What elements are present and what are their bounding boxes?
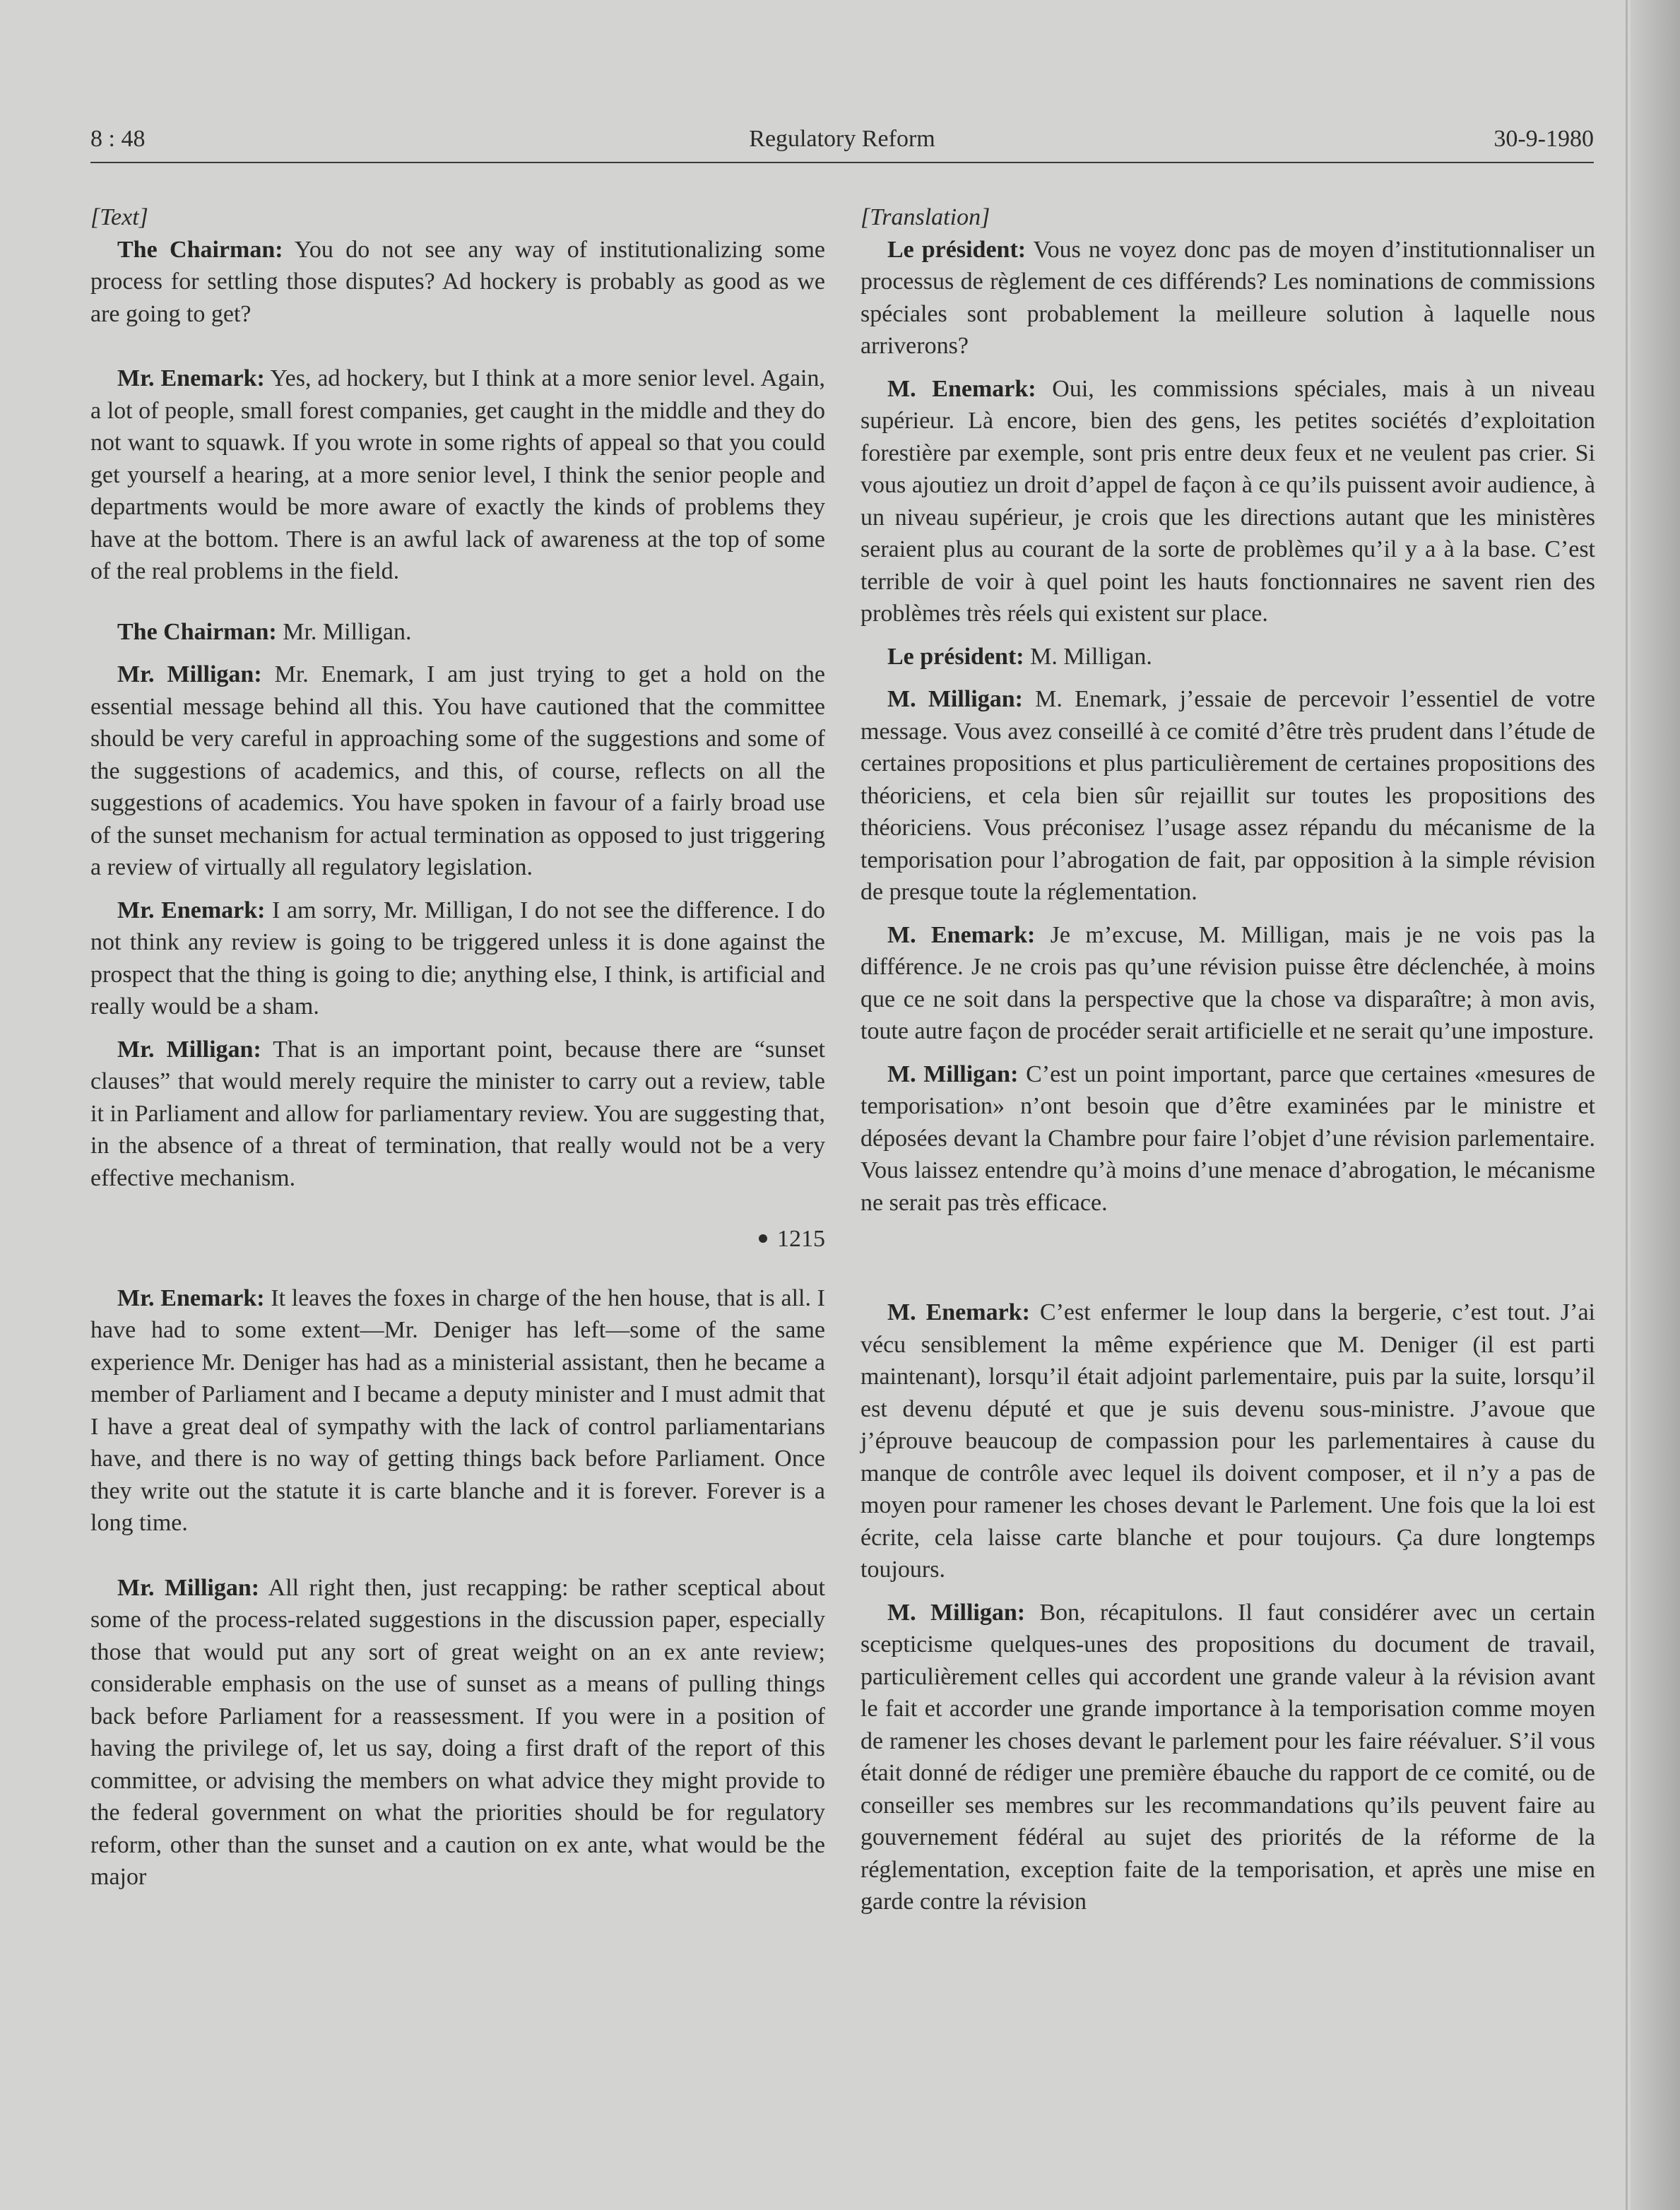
translation-label: [Translation]	[860, 204, 990, 230]
paragraph: M. Enemark: Oui, les commissions spéciales, mais à un niveau supérieur. Là encore, bien des gens, les petites sociétés d’exploitation forestière par exemple, sont pris entre deux feux et ne veulent pas crier. Si vous ajoutiez un droit d’appel de façon à ce qu’ils puissent avoir audience, à un niveau supérieur, je crois que les directions autant que les ministères seraient plus au courant de la sorte de problèmes qu’il y a à la base. C’est terrible de voir à quel point les hauts fonctionnaires ne savent rien des problèmes très réels qui existent sur place.	[860, 375, 1595, 627]
page-number: 8 : 48	[90, 126, 146, 152]
page-edge-shadow	[1631, 0, 1680, 2210]
paragraph: Mr. Milligan: All right then, just recapping: be rather sceptical about some of the process-related suggestions in the discussion paper, especially those that would put any sort of great weight on an ex ante review; considerable emphasis on the use of sunset as a means of pulling things back before Parliament for a reassessment. If you were in a position of having the privilege of, let us say, doing a first draft of the report of this committee, or advising the members on what advice they might provide to the federal government on what the priorities should be for regulatory reform, other than the sunset and a caution on ex ante, what would be the major	[90, 1574, 825, 1890]
bullet-icon	[759, 1234, 767, 1243]
paragraph: Le président: Vous ne voyez donc pas de moyen d’institutionnaliser un processus de règlement de ces différends? Les nominations de commissions spéciales sont probablement la meilleure solution à laquelle nous arriverons?	[860, 236, 1595, 359]
header-rule	[90, 162, 1594, 163]
paragraph: Mr. Milligan: Mr. Enemark, I am just trying to get a hold on the essential message behind all this. You have cautioned that the committee should be very careful in approaching some of the suggestions and some of the suggestions of academics, and this, of course, reflects on all the suggestions of academics. You have spoken in favour of a fairly broad use of the sunset mechanism for actual termination as opposed to just triggering a review of virtually all regulatory legislation.	[90, 661, 826, 880]
paragraph: The Chairman: Mr. Milligan.	[117, 618, 412, 645]
text-label: [Text]	[90, 204, 148, 230]
time-marker: 1215	[90, 1223, 825, 1255]
french-column	[860, 201, 1595, 1918]
paragraph: M. Milligan: C’est un point important, parce que certaines «mesures de temporisation» n’ont besoin que d’être examinées par le ministre et déposées devant la Chambre pour faire l’objet d’une révision parlementaire. Vous laissez entendre qu’à moins d’une menace d’abrogation, le mécanisme ne serait pas très efficace.	[860, 1060, 1596, 1216]
english-column	[90, 201, 825, 1893]
paragraph: Mr. Enemark: It leaves the foxes in charge of the hen house, that is all. I have had to some extent—Mr. Deniger has left—some of the same experience Mr. Deniger has had as a ministerial assistant, then he became a member of Parliament and I became a deputy minister and I must admit that I have a great deal of sympathy with the lack of control parliamentarians have, and there is no way of getting things back before Parliament. Once they write out the statute it is carte blanche and it is forever. Forever is a long time.	[90, 1284, 825, 1536]
paragraph: M. Milligan: Bon, récapitulons. Il faut considérer avec un certain scepticisme quelques-unes des propositions du document de travail, particulièrement celles qui accordent une grande valeur à la révision avant le fait et accorder une grande importance à la temporisation comme moyen de ramener les choses devant le parlement pour les faire réévaluer. S’il vous était donné de rédiger une première ébauche du rapport de ce comité, ou de conseiller ses membres sur les recommandations qu’ils peuvent faire au gouvernement fédéral au sujet des priorités de la réforme de la réglementation, exception faite de la temporisation, et après une mise en garde contre la révision	[860, 1599, 1596, 1915]
page-edge-line	[1626, 0, 1628, 2210]
paragraph: M. Milligan: M. Enemark, j’essaie de percevoir l’essentiel de votre message. Vous avez conseillé à ce comité d’être très prudent dans l’étude de certaines propositions et plus particulièrement de certaines propositions des théoriciens, et cela bien sûr rejaillit sur toutes les propositions des théoriciens. Vous préconisez l’usage assez répandu du mécanisme de la temporisation pour l’abrogation de fait, par opposition à la simple révision de presque toute la réglementation.	[860, 686, 1595, 905]
paragraph: M. Enemark: C’est enfermer le loup dans la bergerie, c’est tout. J’ai vécu sensiblement la même expérience que M. Deniger (il est parti maintenant), lorsqu’il était adjoint parlementaire, puis par la suite, lorsqu’il est devenu député et que je suis devenu sous-ministre. J’avoue que j’éprouve beaucoup de compassion pour les parlementaires à cause du manque de contrôle avec lequel ils doivent composer, et il n’y a pas de moyen pour ramener les choses devant le Parlement. Une fois que la loi est écrite, cela laisse carte blanche et pour toujours. Ça dure longtemps toujours.	[860, 1299, 1595, 1583]
paragraph: Le président: M. Milligan.	[887, 643, 1152, 670]
page-date: 30-9-1980	[1493, 126, 1594, 152]
paragraph: Mr. Enemark: I am sorry, Mr. Milligan, I do not see the difference. I do not think any review is going to be triggered unless it is done against the prospect that the thing is going to die; anything else, I think, is artificial and really would be a sham.	[90, 897, 825, 1020]
running-title: Regulatory Reform	[749, 126, 935, 152]
column-spacer	[860, 1219, 1595, 1296]
paragraph: Mr. Milligan: That is an important point, because there are “sunset clauses” that would merely require the minister to carry out a review, table it in Parliament and allow for parliamentary review. You are suggesting that, in the absence of a threat of termination, that really would not be a very effective mechanism.	[90, 1036, 825, 1191]
paragraph: Mr. Enemark: Yes, ad hockery, but I think at a more senior level. Again, a lot of people, small forest companies, get caught in the middle and they do not want to squawk. If you wrote in some rights of appeal so that you could get yourself a hearing, at a more senior level, I think the senior people and departments would be more aware of exactly the kinds of problems they have at the bottom. There is an awful lack of awareness at the top of some of the real problems in the field.	[90, 365, 825, 584]
page-header	[90, 126, 1594, 161]
paragraph: M. Enemark: Je m’excuse, M. Milligan, mais je ne vois pas la différence. Je ne crois pas qu’une révision puisse être déclenchée, à moins que ce ne soit dans la perspective que la chose va disparaître; à mon avis, toute autre façon de procéder serait artificielle et ne serait qu’une imposture.	[860, 921, 1595, 1044]
paragraph: The Chairman: You do not see any way of institutionalizing some process for settling those disputes? Ad hockery is probably as good as we are going to get?	[90, 236, 825, 327]
